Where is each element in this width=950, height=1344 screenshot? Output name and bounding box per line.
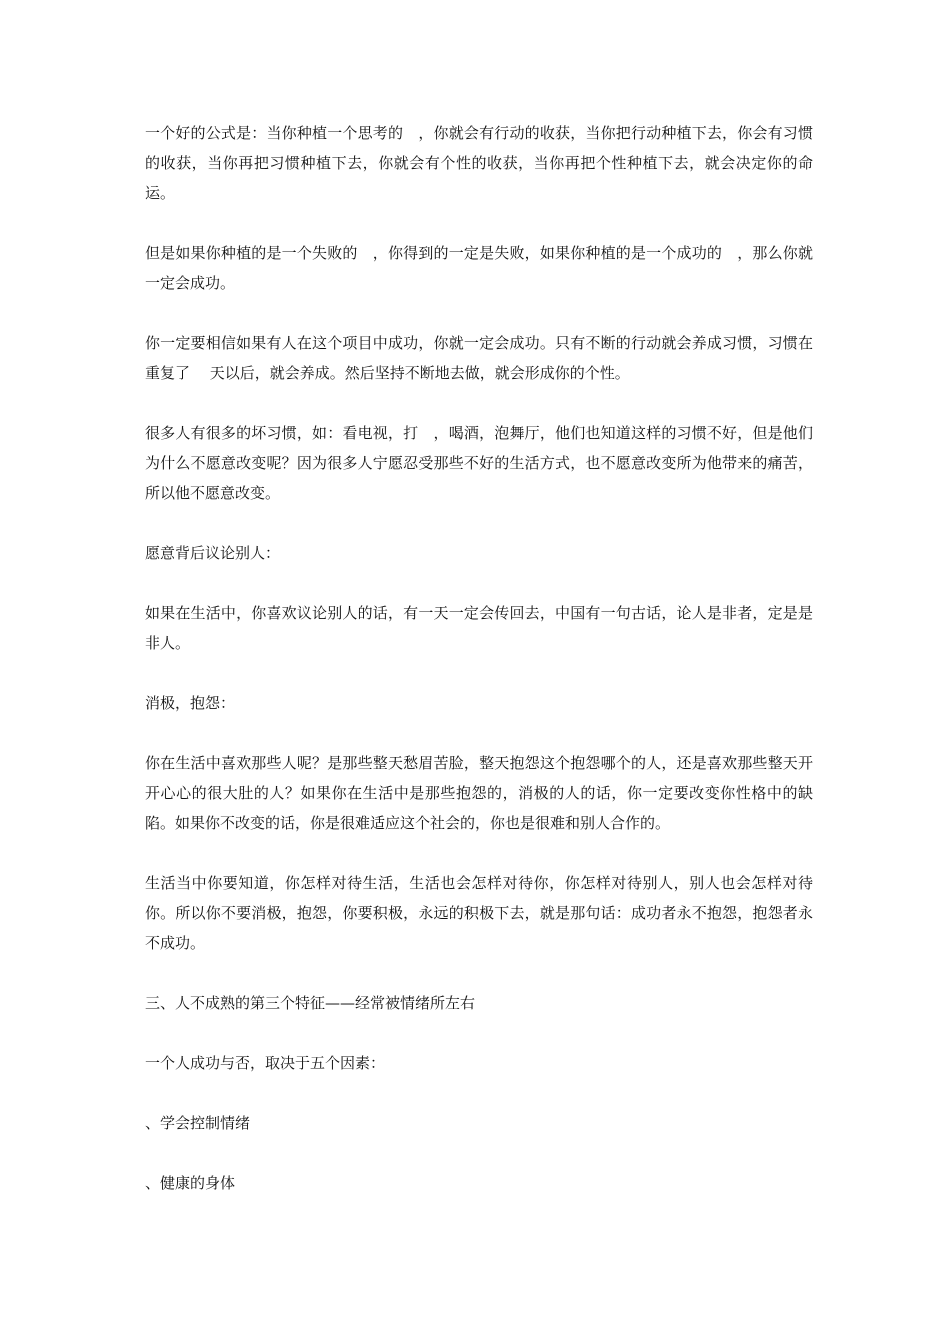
subheading-gossip: 愿意背后议论别人： <box>145 544 281 562</box>
paragraph-gossip: 如果在生活中，你喜欢议论别人的话，有一天一定会传回去，中国有一句古话，论人是非者，定是是非人。 <box>145 604 813 652</box>
paragraph-bad-habits: 很多人有很多的坏习惯，如：看电视，打 ，喝酒，泡舞厅，他们也知道这样的习惯不好，但是他们为什么不愿意改变呢？因为很多人宁愿忍受那些不好的生活方式，也不愿意改变所为他带来的痛苦，所以他不愿意改变。 <box>145 424 813 502</box>
paragraph-five-factors: 一个人成功与否，取决于五个因素： <box>145 1054 386 1072</box>
section-heading-third-trait: 三、人不成熟的第三个特征——经常被情绪所左右 <box>145 994 476 1012</box>
subheading-negativity: 消极，抱怨： <box>145 694 236 712</box>
paragraph-negativity: 你在生活中喜欢那些人呢？是那些整天愁眉苦脸，整天抱怨这个抱怨哪个的人，还是喜欢那些整天开开心心的很大肚的人？如果你在生活中是那些抱怨的，消极的人的话，你一定要改变你性格中的缺陷。如果你不改变的话，你是很难适应这个社会的，你也是很难和别人合作的。 <box>145 754 813 832</box>
list-item-control-emotions: 、学会控制情绪 <box>145 1114 251 1132</box>
paragraph-failure-success: 但是如果你种植的是一个失败的 ，你得到的一定是失败，如果你种植的是一个成功的 ，那么你就一定会成功。 <box>145 244 813 292</box>
paragraph-formula: 一个好的公式是：当你种植一个思考的 ，你就会有行动的收获，当你把行动种植下去，你会有习惯的收获，当你再把习惯种植下去，你就会有个性的收获，当你再把个性种植下去，就会决定你的命运。 <box>145 124 813 202</box>
document-body <box>145 118 813 1228</box>
paragraph-believe-success: 你一定要相信如果有人在这个项目中成功，你就一定会成功。只有不断的行动就会养成习惯，习惯在重复了 天以后，就会养成。然后坚持不断地去做，就会形成你的个性。 <box>145 334 813 382</box>
paragraph-attitude: 生活当中你要知道，你怎样对待生活，生活也会怎样对待你，你怎样对待别人，别人也会怎样对待你。所以你不要消极，抱怨，你要积极，永远的积极下去，就是那句话：成功者永不抱怨，抱怨者永不成功。 <box>145 874 813 952</box>
list-item-healthy-body: 、健康的身体 <box>145 1174 236 1192</box>
